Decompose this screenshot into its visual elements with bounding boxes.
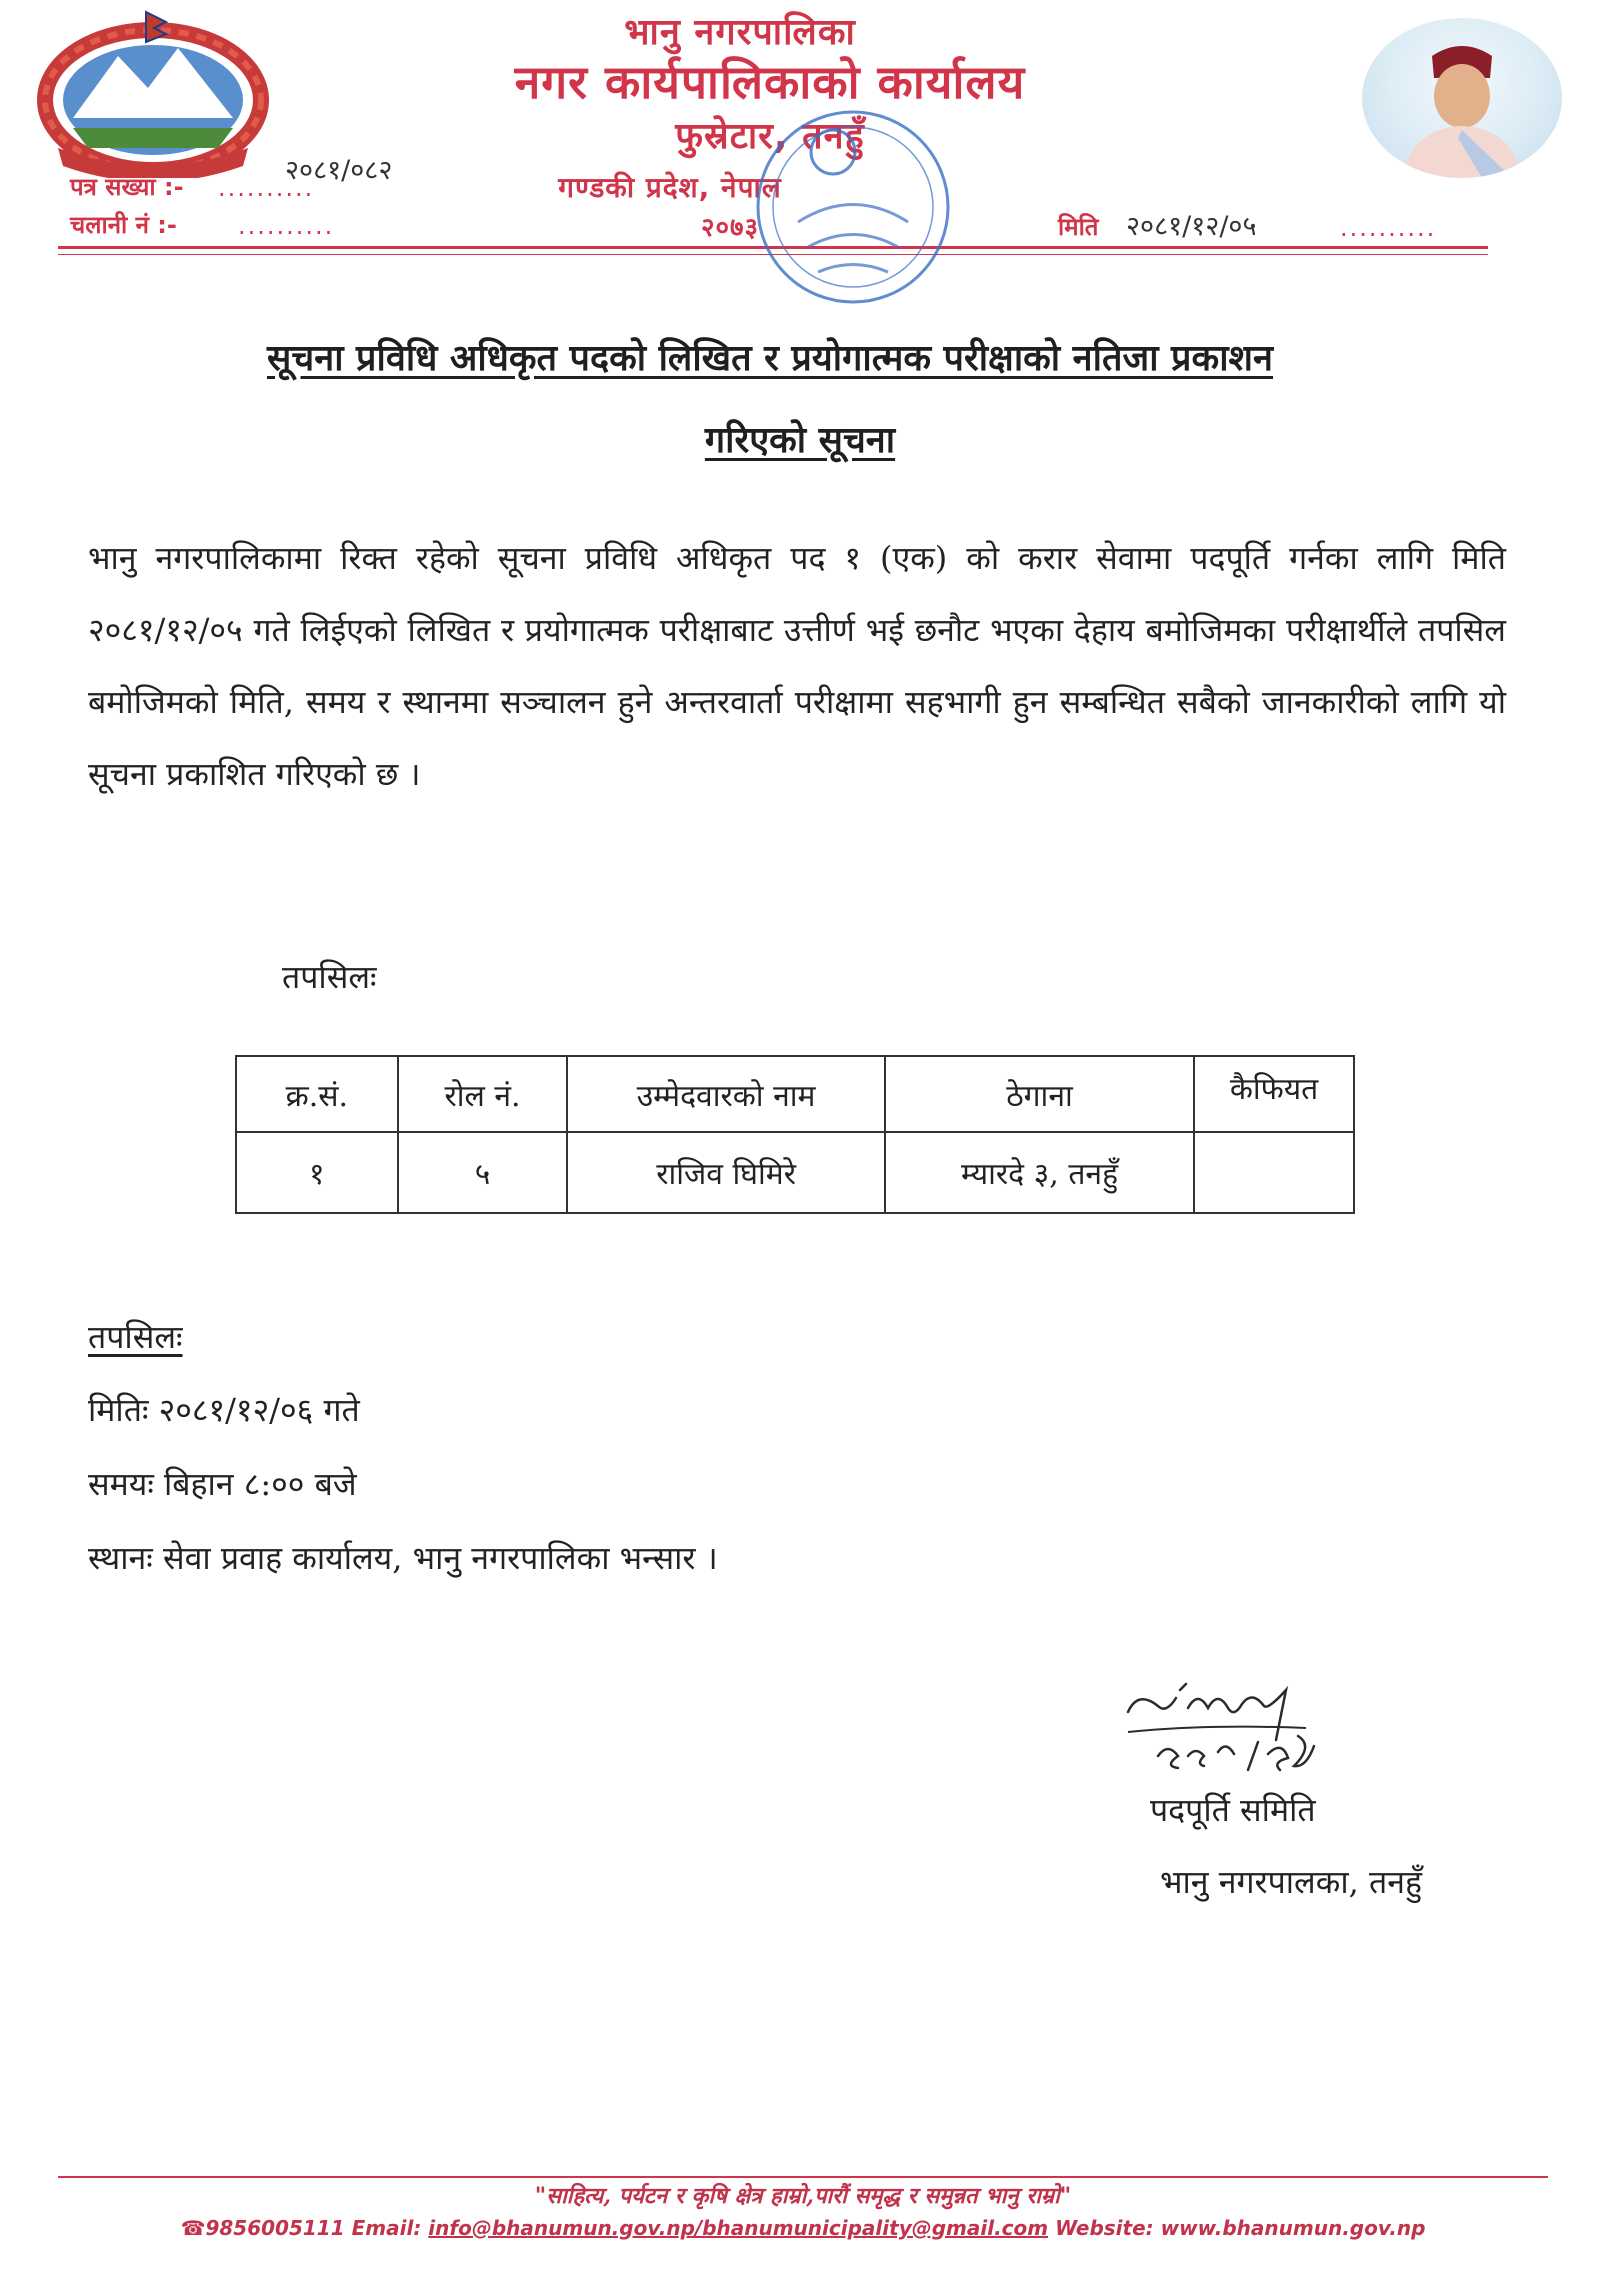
footer-email-label: Email: <box>351 2216 422 2240</box>
dispatch-number-dots: .......... <box>238 212 335 240</box>
interview-venue: स्थानः सेवा प्रवाह कार्यालय, भानु नगरपालिका भन्सार । <box>88 1539 718 1577</box>
letter-date-value: २०८१/१२/०५ <box>1126 211 1257 242</box>
footer-email-link[interactable]: info@bhanumun.gov.np/bhanumunicipality@gmail.com <box>428 2216 1049 2240</box>
footer-phone: ☎9856005111 <box>180 2216 345 2240</box>
office-location: फुस्रेटार, तनहुँ <box>675 116 865 157</box>
footer-slogan: "साहित्य, पर्यटन र कृषि क्षेत्र हाम्रो,पारौं समृद्ध र समुन्नत भानु राम्रो" <box>534 2183 1072 2209</box>
reference-number-value: २०८१/०८२ <box>285 155 393 186</box>
established-year: २०७३ <box>700 213 760 243</box>
dispatch-number-label: चलानी नं :- <box>70 211 177 239</box>
cell-candidate-name: राजिव घिमिरे <box>567 1132 884 1213</box>
letter-date-dots: .......... <box>1340 214 1437 242</box>
interview-time: समयः बिहान ८:०० बजे <box>88 1465 357 1503</box>
cell-roll-number: ५ <box>398 1132 568 1213</box>
details-heading: तपसिलः <box>282 958 377 996</box>
schedule-heading: तपसिलः <box>88 1318 183 1356</box>
reference-number-dots: .......... <box>218 174 315 202</box>
column-header-serial-number: क्र.सं. <box>236 1056 398 1132</box>
cell-remarks <box>1194 1132 1354 1213</box>
footer-divider <box>58 2176 1548 2178</box>
reference-number-label: पत्र संख्या :- <box>70 173 184 201</box>
footer-contact-line <box>58 2216 1548 2240</box>
candidate-result-table <box>235 1055 1355 1214</box>
portrait-photo <box>1362 18 1562 178</box>
signatory-municipality: भानु नगरपालका, तनहुँ <box>1160 1863 1422 1901</box>
notice-title-continued: गरिएको सूचना <box>704 419 896 461</box>
signatory-committee: पदपूर्ति समिति <box>1150 1791 1316 1829</box>
column-header-address: ठेगाना <box>885 1056 1194 1132</box>
footer-website-label: Website: <box>1055 2216 1154 2240</box>
letter-date-label: मिति <box>1058 213 1099 241</box>
nepal-emblem-logo <box>28 8 278 178</box>
handwritten-signature <box>1118 1660 1418 1800</box>
cell-serial-number: १ <box>236 1132 398 1213</box>
cell-address: म्यारदे ३, तनहुँ <box>885 1132 1194 1213</box>
notice-body-paragraph: भानु नगरपालिकामा रिक्त रहेको सूचना प्रविधि अधिकृत पद १ (एक) को करार सेवामा पदपूर्ति गर्नका लागि मिति २०८१/१२/०५ गते लिईएको लिखित र प्रयोगात्मक परीक्षाबाट उत्तीर्ण भई छनौट भएका देहाय बमोजिमका परीक्षार्थीले तपसिल बमोजिमको मिति, समय र स्थानमा सञ्चालन हुने अन्तरवार्ता परीक्षामा सहभागी हुन सम्बन्धित सबैको जानकारीको लागि यो सूचना प्रकाशित गरिएको छ । <box>88 539 1506 793</box>
province-name: गण्डकी प्रदेश, नेपाल <box>558 171 782 204</box>
table-row <box>236 1132 1354 1213</box>
column-header-candidate-name: उम्मेदवारको नाम <box>567 1056 884 1132</box>
office-seal-stamp <box>738 92 968 322</box>
footer-website-link[interactable]: www.bhanumun.gov.np <box>1160 2216 1426 2240</box>
notice-title: सूचना प्रविधि अधिकृत पदको लिखित र प्रयोगात्मक परीक्षाको नतिजा प्रकाशन <box>267 337 1273 379</box>
municipality-name: भानु नगरपालिका <box>624 12 856 53</box>
column-header-roll-number: रोल नं. <box>398 1056 568 1132</box>
office-name: नगर कार्यपालिकाको कार्यालय <box>514 55 1026 109</box>
interview-date: मितिः २०८१/१२/०६ गते <box>88 1391 360 1429</box>
column-header-remarks: कैफियत <box>1194 1056 1354 1132</box>
table-header-row <box>236 1056 1354 1132</box>
